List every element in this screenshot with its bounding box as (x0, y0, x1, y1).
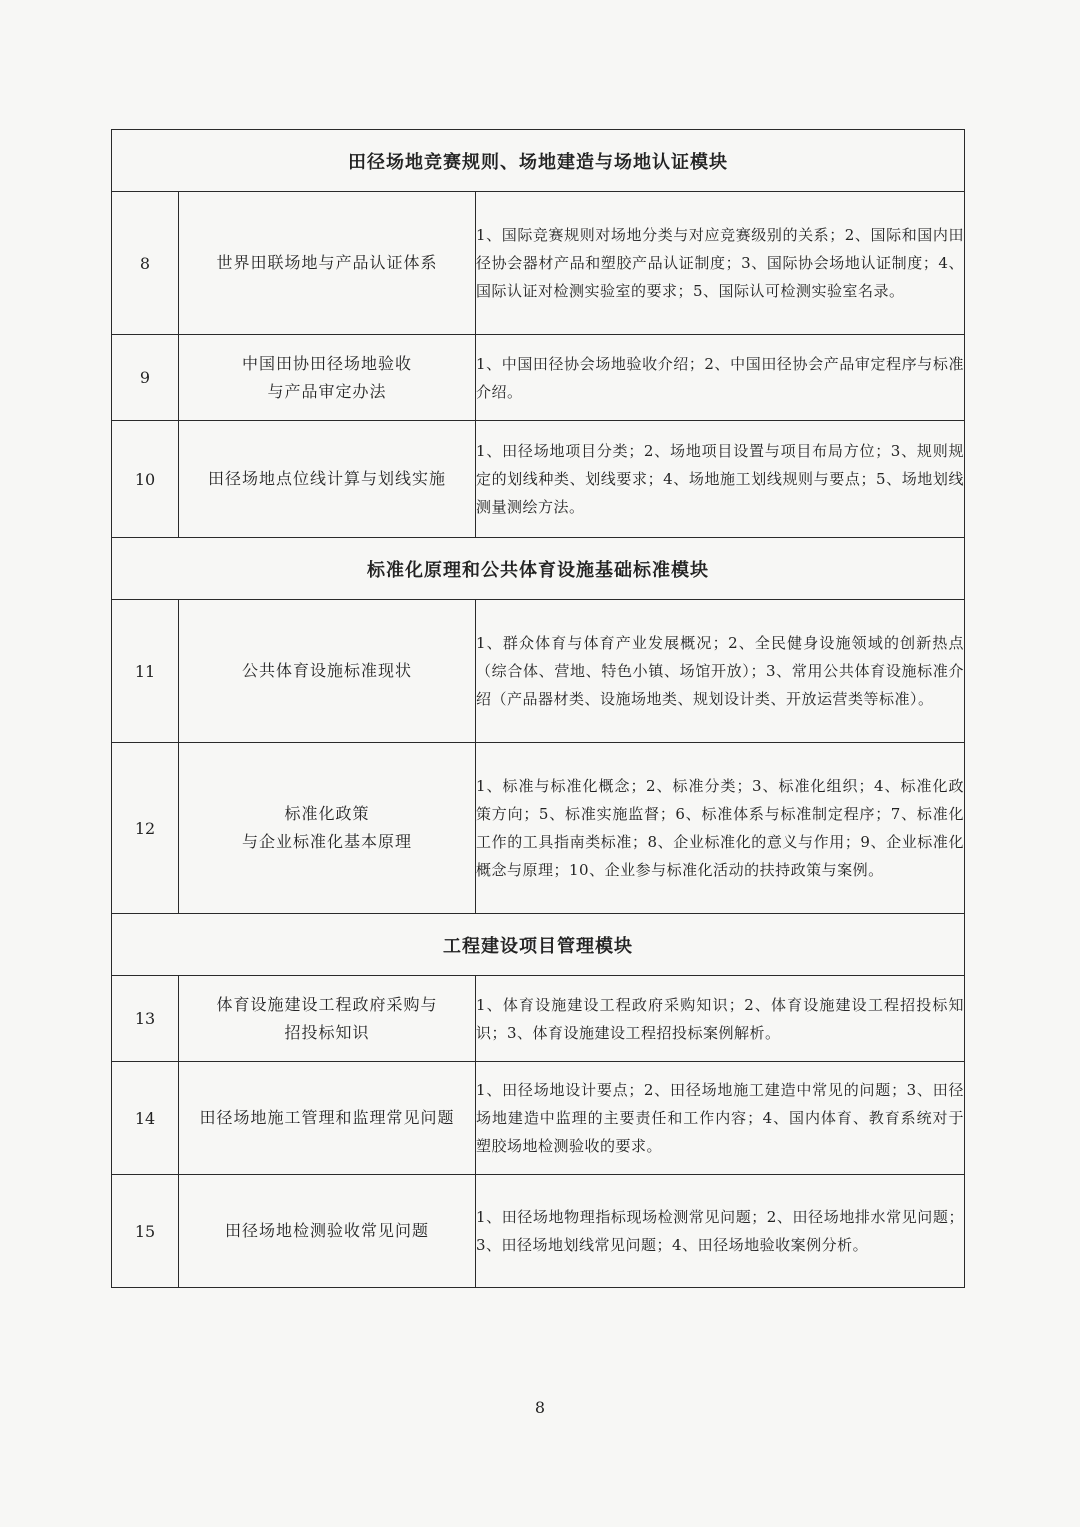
course-content: 1、田径场地设计要点；2、田径场地施工建造中常见的问题；3、田径场地建造中监理的主要责任和工作内容；4、国内体育、教育系统对于塑胶场地检测验收的要求。 (476, 1062, 965, 1175)
table-row (112, 976, 965, 1062)
course-content: 1、田径场地物理指标现场检测常见问题；2、田径场地排水常见问题；3、田径场地划线常见问题；4、田径场地验收案例分析。 (476, 1175, 965, 1288)
course-content: 1、群众体育与体育产业发展概况；2、全民健身设施领域的创新热点（综合体、营地、特色小镇、场馆开放）；3、常用公共体育设施标准介绍（产品器材类、设施场地类、规划设计类、开放运营类等标准）。 (476, 600, 965, 743)
table-row (112, 335, 965, 421)
section-header-row (112, 130, 965, 192)
table-row (112, 192, 965, 335)
course-content: 1、体育设施建设工程政府采购知识；2、体育设施建设工程招投标知识；3、体育设施建设工程招投标案例解析。 (476, 976, 965, 1062)
course-content: 1、田径场地项目分类；2、场地项目设置与项目布局方位；3、规则规定的划线种类、划线要求；4、场地施工划线规则与要点；5、场地划线测量测绘方法。 (476, 421, 965, 538)
section-title: 田径场地竞赛规则、场地建造与场地认证模块 (112, 130, 965, 192)
course-topic-line: 世界田联场地与产品认证体系 (216, 253, 438, 272)
course-topic (179, 1062, 476, 1175)
section-title: 工程建设项目管理模块 (112, 914, 965, 976)
row-number: 8 (112, 192, 179, 335)
course-topic (179, 743, 476, 914)
course-topic-line: 公共体育设施标准现状 (241, 661, 412, 680)
section-title: 标准化原理和公共体育设施基础标准模块 (112, 538, 965, 600)
row-number: 13 (112, 976, 179, 1062)
course-topic (179, 192, 476, 335)
course-topic-line: 田径场地检测验收常见问题 (224, 1221, 429, 1240)
table-row (112, 743, 965, 914)
row-number: 15 (112, 1175, 179, 1288)
course-topic-line: 中国田协田径场地验收 (241, 353, 412, 373)
row-number: 12 (112, 743, 179, 914)
course-content: 1、国际竞赛规则对场地分类与对应竞赛级别的关系；2、国际和国内田径协会器材产品和塑胶产品认证制度；3、国际协会场地认证制度；4、国际认证对检测实验室的要求；5、国际认可检测实验室名录。 (476, 192, 965, 335)
course-topic (179, 1175, 476, 1288)
section-header-row (112, 538, 965, 600)
table-row (112, 421, 965, 538)
course-topic-line: 招投标知识 (284, 1022, 370, 1042)
table-row (112, 1062, 965, 1175)
row-number: 14 (112, 1062, 179, 1175)
course-schedule-table (111, 129, 965, 1288)
table-row (112, 1175, 965, 1288)
page-number: 8 (534, 1398, 546, 1417)
course-topic (179, 421, 476, 538)
course-topic-line: 田径场地施工管理和监理常见问题 (199, 1108, 455, 1127)
course-content: 1、中国田径协会场地验收介绍；2、中国田径协会产品审定程序与标准介绍。 (476, 335, 965, 421)
row-number: 10 (112, 421, 179, 538)
course-content: 1、标准与标准化概念；2、标准分类；3、标准化组织；4、标准化政策方向；5、标准实施监督；6、标准体系与标准制定程序；7、标准化工作的工具指南类标准；8、企业标准化的意义与作用；9、企业标准化概念与原理；10、企业参与标准化活动的扶持政策与案例。 (476, 743, 965, 914)
course-topic-line: 与企业标准化基本原理 (241, 832, 412, 851)
course-topic-line: 与产品审定办法 (267, 381, 387, 401)
course-topic-line: 标准化政策 (284, 804, 370, 823)
course-topic (179, 976, 476, 1062)
section-header-row (112, 914, 965, 976)
course-topic-line: 田径场地点位线计算与划线实施 (207, 469, 446, 488)
row-number: 9 (112, 335, 179, 421)
course-topic (179, 335, 476, 421)
table-row (112, 600, 965, 743)
course-topic-line: 体育设施建设工程政府采购与 (216, 994, 438, 1014)
row-number: 11 (112, 600, 179, 743)
course-topic (179, 600, 476, 743)
